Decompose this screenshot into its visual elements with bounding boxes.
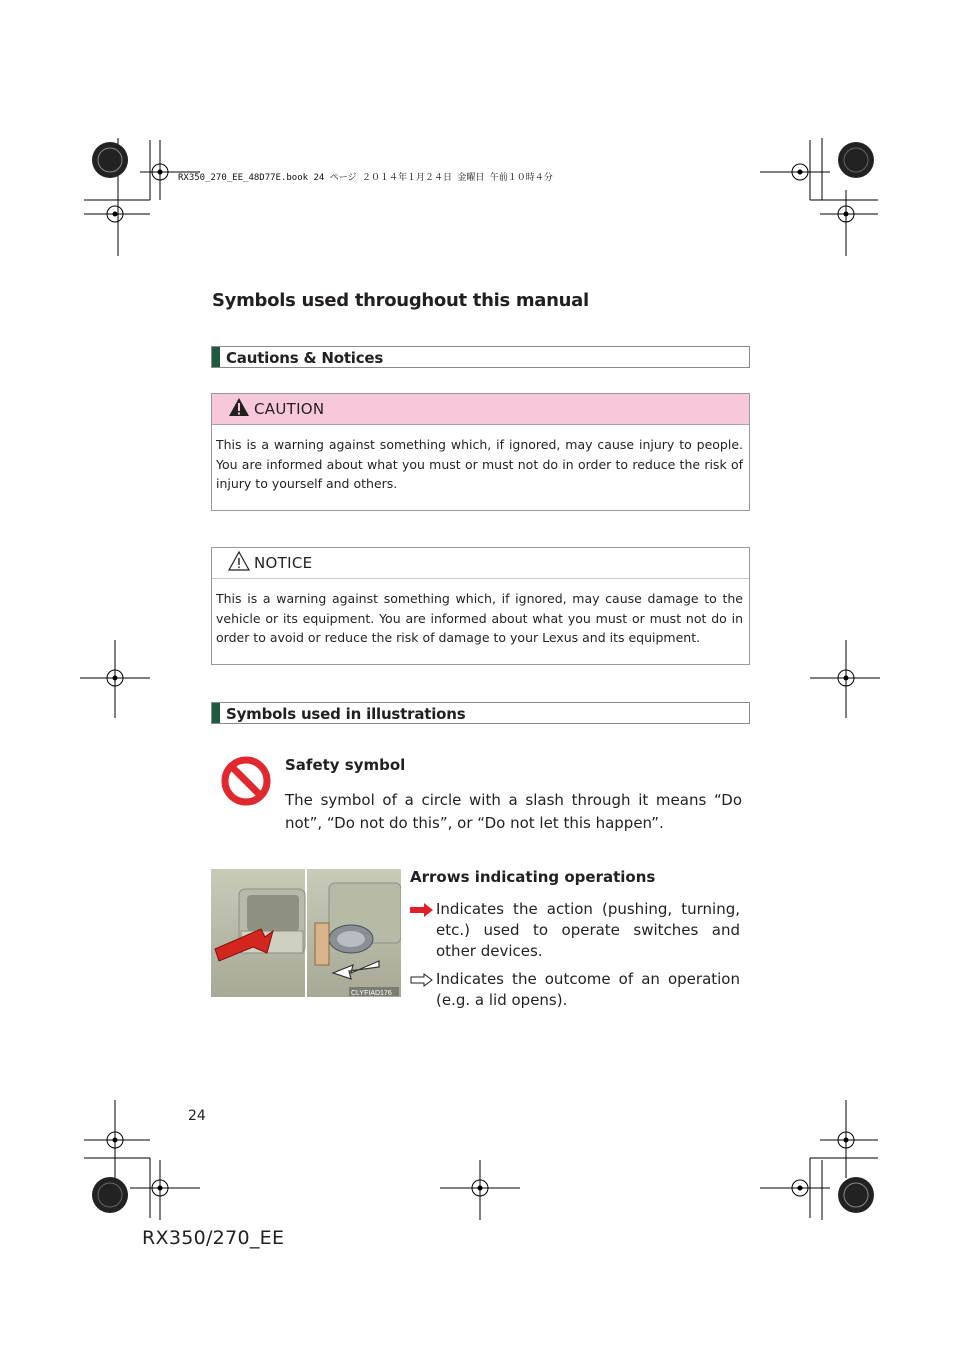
section-illustrations xyxy=(211,702,750,724)
notice-box xyxy=(211,547,750,665)
section-title: Cautions & Notices xyxy=(226,349,384,367)
section-title: Symbols used in illustrations xyxy=(226,705,466,723)
section-cautions-notices xyxy=(211,346,750,368)
solid-red-arrow-icon xyxy=(410,903,434,917)
outcome-arrow-item xyxy=(410,969,740,1011)
safety-symbol-title: Safety symbol xyxy=(285,756,406,774)
arrows-title: Arrows indicating operations xyxy=(410,868,656,886)
notice-triangle-icon xyxy=(228,551,250,571)
page-number: 24 xyxy=(188,1108,206,1124)
notice-header xyxy=(212,548,749,579)
image-code: CLYFIAD176 xyxy=(351,990,392,997)
action-arrow-text: Indicates the action (pushing, turning, etc.) used to operate switches and other devices. xyxy=(436,900,740,960)
page-title: Symbols used throughout this manual xyxy=(212,290,589,311)
caution-box xyxy=(211,393,750,511)
notice-label: NOTICE xyxy=(254,554,313,572)
safety-symbol-text: The symbol of a circle with a slash through it means “Do not”, “Do not do this”, or “Do not let this happen”. xyxy=(285,791,742,832)
model-code: RX350/270_EE xyxy=(142,1227,285,1249)
armrest-illustration xyxy=(211,869,401,997)
warning-triangle-icon xyxy=(228,397,250,417)
outline-arrow-icon xyxy=(410,973,434,987)
caution-header xyxy=(212,394,749,425)
outcome-arrow-text: Indicates the outcome of an operation (e.g. a lid opens). xyxy=(436,970,740,1009)
section-tab xyxy=(212,347,220,367)
caution-text: This is a warning against something which, if ignored, may cause injury to people. You are informed about what you must or must not do in order to reduce the risk of injury to yourself and others. xyxy=(216,437,743,491)
section-tab xyxy=(212,703,220,723)
no-entry-icon xyxy=(221,756,271,806)
book-header: RX350_270_EE_48D77E.book 24 ページ ２０１４年１月２４日 金曜日 午前１０時４分 xyxy=(178,173,553,183)
caution-label: CAUTION xyxy=(254,400,325,418)
notice-text: This is a warning against something which, if ignored, may cause damage to the vehicle or its equipment. You are informed about what you must or must not do in order to avoid or reduce the risk of damage to your Lexus and its equipment. xyxy=(216,591,743,645)
action-arrow-item xyxy=(410,899,740,962)
